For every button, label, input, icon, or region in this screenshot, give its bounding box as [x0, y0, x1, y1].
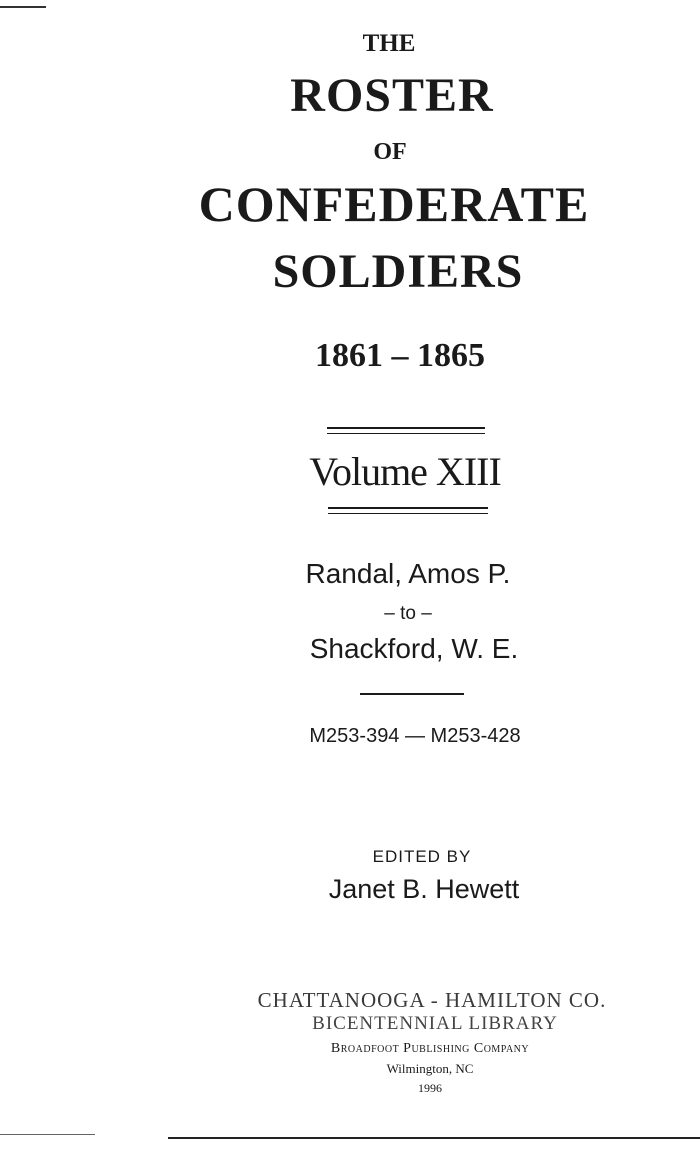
double-rule-top — [327, 427, 485, 429]
title-the: THE — [362, 30, 416, 57]
divider-rule — [360, 693, 464, 695]
library-stamp-line2: BICENTENNIAL LIBRARY — [312, 1013, 558, 1034]
range-separator: – to – — [384, 603, 432, 624]
edited-by-label: EDITED BY — [372, 847, 472, 866]
scan-mark — [0, 6, 46, 8]
double-rule-bottom — [328, 507, 488, 509]
range-end: Shackford, W. E. — [309, 633, 519, 664]
editor-name: Janet B. Hewett — [328, 874, 520, 904]
microfilm-range: M253-394 — M253-428 — [309, 725, 521, 747]
page-edge-line — [168, 1137, 700, 1139]
library-stamp-line1: CHATTANOOGA - HAMILTON CO. — [257, 988, 607, 1012]
publisher-city: Wilmington, NC — [386, 1061, 474, 1076]
title-of: OF — [373, 139, 407, 165]
scan-mark — [0, 1134, 95, 1135]
title-roster: ROSTER — [290, 69, 494, 122]
title-confederate: CONFEDERATE — [198, 176, 590, 232]
volume-number: Volume XIII — [309, 449, 501, 494]
title-soldiers: SOLDIERS — [272, 245, 524, 298]
range-start: Randal, Amos P. — [305, 558, 511, 589]
title-years: 1861 – 1865 — [315, 337, 485, 374]
double-rule-bottom — [328, 513, 488, 514]
double-rule-top — [327, 433, 485, 434]
publisher-name: Broadfoot Publishing Company — [330, 1041, 530, 1056]
publication-year: 1996 — [418, 1081, 442, 1095]
